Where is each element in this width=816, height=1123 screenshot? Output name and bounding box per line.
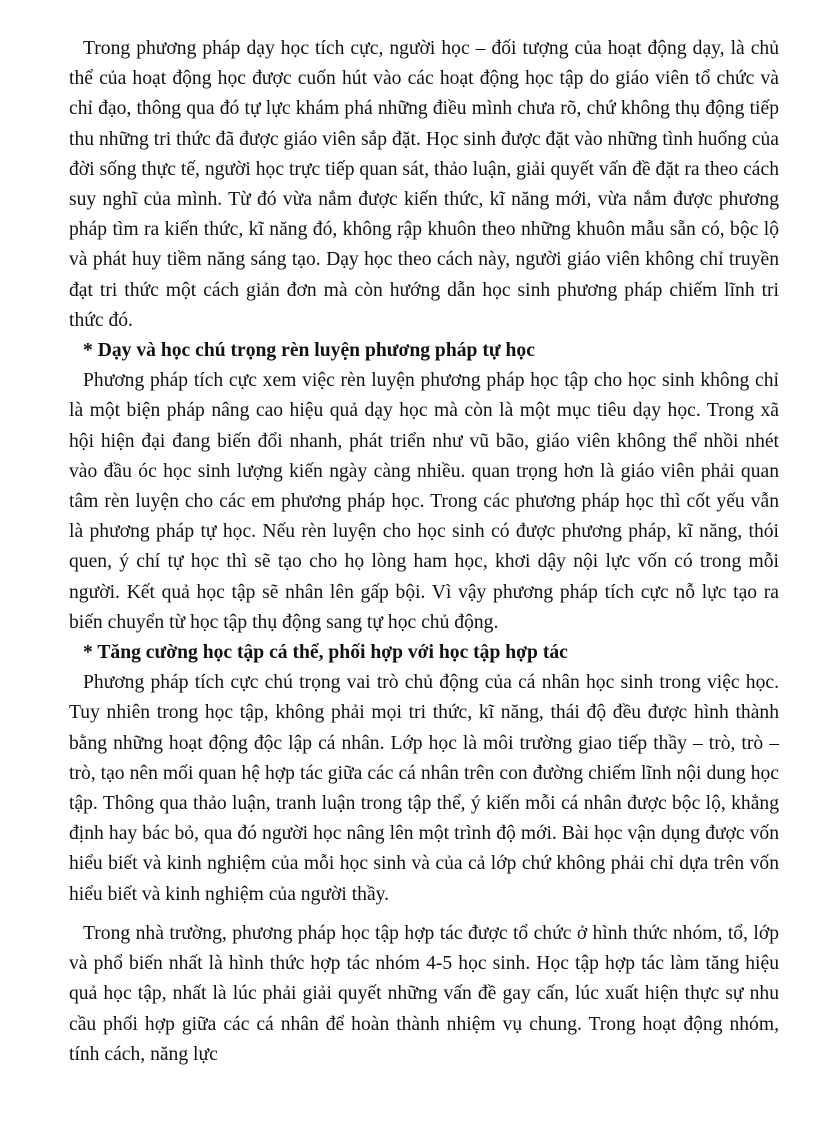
paragraph-individual-role: Phương pháp tích cực chú trọng vai trò chủ động của cá nhân học sinh trong việc học. Tuy nhiên trong học tập, không phải mọi tri thức, kĩ năng, thái độ đều được hình thành bằng những hoạt động độc lập cá nhân. Lớp học là môi trường giao tiếp thầy – trò, trò – trò, tạo nên mối quan hệ hợp tác giữa các cá nhân trên con đường chiếm lĩnh nội dung học tập. Thông qua thảo luận, tranh luận trong tập thể, ý kiến mỗi cá nhân được bộc lộ, khẳng định hay bác bỏ, qua đó người học nâng lên một trình độ mới. Bài học vận dụng được vốn hiểu biết và kinh nghiệm của mỗi học sinh và của cả lớp chứ không phải chỉ dựa trên vốn hiểu biết và kinh nghiệm của người thầy. xyxy=(69,672,779,905)
paragraph-self-study-method: Phương pháp tích cực xem việc rèn luyện phương pháp học tập cho học sinh không chỉ là một biện pháp nâng cao hiệu quả dạy học mà còn là một mục tiêu dạy học. Trong xã hội hiện đại đang biến đổi nhanh, phát triển như vũ bão, giáo viên không thể nhồi nhét vào đầu óc học sinh lượng kiến ngày càng nhiều. quan trọng hơn là giáo viên phải quan tâm rèn luyện cho các em phương pháp học. Trong các phương pháp học thì cốt yếu vẫn là phương pháp tự học. Nếu rèn luyện cho học sinh có được phương pháp, kĩ năng, thói quen, ý chí tự học thì sẽ tạo cho họ lòng ham học, khơi dậy nội lực vốn có trong mỗi người. Kết quả học tập sẽ nhân lên gấp bội. Vì vậy phương pháp tích cực nỗ lực tạo ra biến chuyển từ học tập thụ động sang tự học chủ động. xyxy=(69,370,779,633)
paragraph-active-learning-subject: Trong phương pháp dạy học tích cực, người học – đối tượng của hoạt động dạy, là chủ thể của hoạt động học được cuốn hút vào các hoạt động học tập do giáo viên tổ chức và chỉ đạo, thông qua đó tự lực khám phá những điều mình chưa rõ, chứ không thụ động tiếp thu những tri thức đã được giáo viên sắp đặt. Học sinh được đặt vào những tình huống của đời sống thực tế, người học trực tiếp quan sát, thảo luận, giải quyết vấn đề đặt ra theo cách suy nghĩ của mình. Từ đó vừa nắm được kiến thức, kĩ năng mới, vừa nắm được phương pháp tìm ra kiến thức, kĩ năng đó, không rập khuôn theo những khuôn mẫu sẵn có, bộc lộ và phát huy tiềm năng sáng tạo. Dạy học theo cách này, người giáo viên không chỉ truyền đạt tri thức một cách giản đơn mà còn hướng dẫn học sinh phương pháp chiếm lĩnh tri thức đó. xyxy=(69,38,779,331)
heading-individual-and-cooperative-learning: * Tăng cường học tập cá thể, phối hợp với học tập hợp tác xyxy=(83,642,568,664)
document-body xyxy=(69,34,779,1070)
heading-self-study-method: * Dạy và học chú trọng rèn luyện phương pháp tự học xyxy=(83,340,535,362)
paragraph-group-cooperation: Trong nhà trường, phương pháp học tập hợp tác được tổ chức ở hình thức nhóm, tổ, lớp và phổ biến nhất là hình thức hợp tác nhóm 4-5 học sinh. Học tập hợp tác làm tăng hiệu quả học tập, nhất là lúc phải giải quyết những vấn đề gay cấn, lúc xuất hiện thực sự nhu cầu phối hợp giữa các cá nhân để hoàn thành nhiệm vụ chung. Trong hoạt động nhóm, tính cách, năng lực xyxy=(69,922,779,1065)
